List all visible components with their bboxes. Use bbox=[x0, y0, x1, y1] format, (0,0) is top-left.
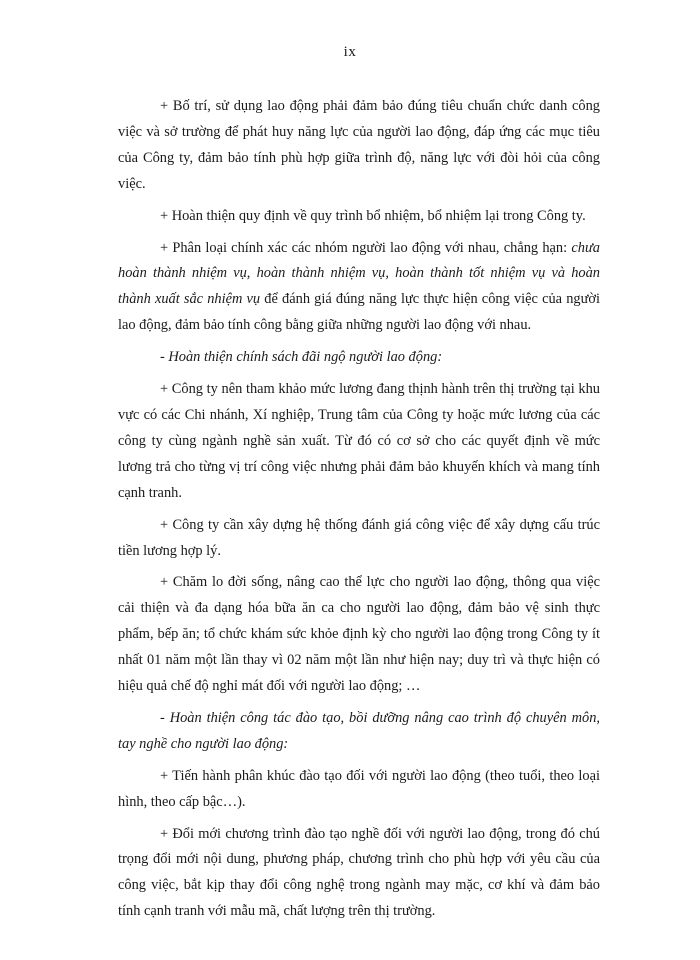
text-run: + Phân loại chính xác các nhóm người lao động với nhau, chẳng hạn: bbox=[160, 239, 572, 256]
text-run: + Đổi mới chương trình đào tạo nghề đối với người lao động, trong đó chú trọng đổi mới nội dung, phương pháp, chương trình cho phù hợp với yêu cầu của công việc, bắt kịp thay đổi công nghệ trong ngành may mặc, cơ khí và đảm bảo tính cạnh tranh với mẫu mã, chất lượng trên thị trường. bbox=[118, 825, 600, 920]
text-run: + Công ty cần xây dựng hệ thống đánh giá công việc để xây dựng cấu trúc tiền lương hợp lý. bbox=[118, 516, 600, 559]
paragraph bbox=[118, 204, 600, 230]
paragraph bbox=[118, 377, 600, 507]
italic-text: chưa hoàn thành nhiệm vụ, hoàn thành nhiệm vụ, hoàn thành tốt nhiệm vụ và hoàn thành xuất sắc nhiệm vụ bbox=[118, 239, 600, 308]
paragraph bbox=[118, 94, 600, 198]
body-text bbox=[118, 94, 600, 931]
text-run: để đánh giá đúng năng lực thực hiện công việc của người lao động, đảm bảo tính công bằng giữa những người lao động với nhau. bbox=[118, 291, 600, 334]
paragraph bbox=[118, 822, 600, 926]
italic-text: - Hoàn thiện công tác đào tạo, bồi dưỡng nâng cao trình độ chuyên môn, tay nghề cho người lao động: bbox=[118, 709, 600, 752]
text-run: + Bố trí, sử dụng lao động phải đảm bảo đúng tiêu chuẩn chức danh công việc và sở trường để phát huy năng lực của người lao động, đáp ứng các mục tiêu của Công ty, đảm bảo tính phù hợp giữa trình độ, năng lực với đòi hỏi của công việc. bbox=[118, 98, 600, 192]
paragraph bbox=[118, 570, 600, 700]
text-run: + Công ty nên tham khảo mức lương đang thịnh hành trên thị trường tại khu vực có các Chi nhánh, Xí nghiệp, Trung tâm của Công ty hoặc mức lương của các công ty cùng ngành nghề sản xuất. Từ đó có cơ sở cho các quyết định về mức lương trả cho từng vị trí công việc nhưng phải đảm bảo khuyến khích và mang tính cạnh tranh. bbox=[118, 381, 600, 501]
page-number: ix bbox=[343, 44, 357, 60]
paragraph bbox=[118, 236, 600, 340]
text-run: + Chăm lo đời sống, nâng cao thể lực cho người lao động, thông qua việc cải thiện và đa dạng hóa bữa ăn ca cho người lao động, đảm bảo vệ sinh thực phẩm, bếp ăn; tổ chức khám sức khỏe định kỳ cho người lao động trong Công ty ít nhất 01 năm một lần thay vì 02 năm một lần như hiện nay; duy trì và thực hiện có hiệu quả chế độ nghỉ mát đối với người lao động; … bbox=[118, 574, 600, 695]
text-run: + Tiến hành phân khúc đào tạo đối với người lao động (theo tuổi, theo loại hình, theo cấp bậc…). bbox=[118, 767, 600, 810]
section-heading bbox=[118, 345, 600, 371]
paragraph bbox=[118, 764, 600, 816]
paragraph bbox=[118, 513, 600, 565]
italic-text: - Hoàn thiện chính sách đãi ngộ người lao động: bbox=[160, 349, 443, 366]
text-run: + Hoàn thiện quy định về quy trình bổ nhiệm, bổ nhiệm lại trong Công ty. bbox=[160, 207, 586, 224]
section-heading bbox=[118, 706, 600, 758]
